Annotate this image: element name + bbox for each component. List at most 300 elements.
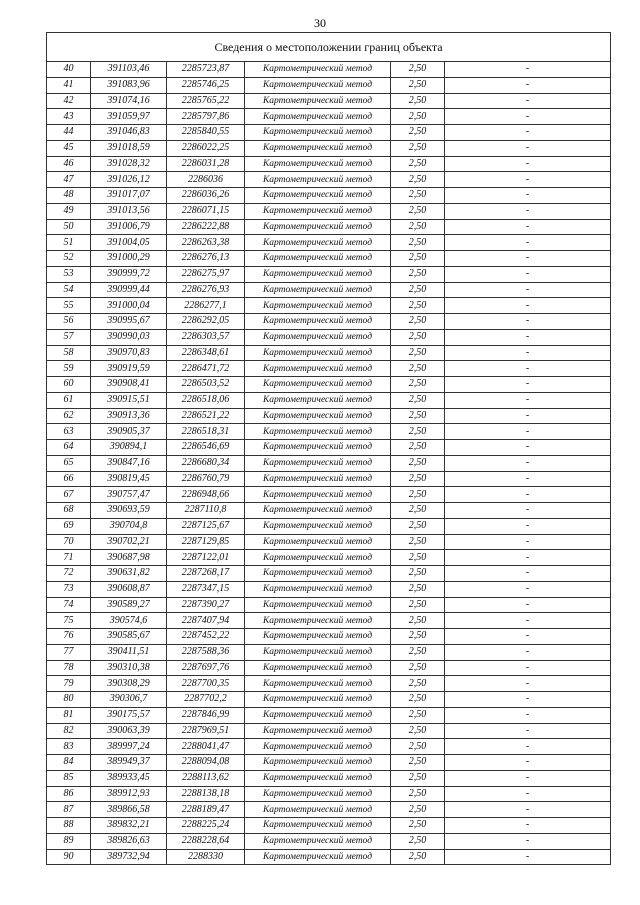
point-number-cell: 76 — [47, 629, 91, 645]
point-number-cell: 40 — [47, 62, 91, 78]
point-number-cell: 49 — [47, 203, 91, 219]
table-row — [47, 629, 611, 645]
method-cell: Картометрический метод — [245, 518, 391, 534]
accuracy-cell: 2,50 — [391, 455, 445, 471]
point-number-cell: 75 — [47, 613, 91, 629]
method-cell: Картометрический метод — [245, 581, 391, 597]
table-row — [47, 487, 611, 503]
method-cell: Картометрический метод — [245, 329, 391, 345]
point-number-cell: 62 — [47, 408, 91, 424]
accuracy-cell: 2,50 — [391, 676, 445, 692]
x-coordinate-cell: 390999,72 — [91, 266, 167, 282]
table-row — [47, 219, 611, 235]
table-row — [47, 581, 611, 597]
point-number-cell: 81 — [47, 707, 91, 723]
y-coordinate-cell: 2286518,06 — [167, 392, 245, 408]
y-coordinate-cell: 2286276,13 — [167, 251, 245, 267]
method-cell: Картометрический метод — [245, 345, 391, 361]
x-coordinate-cell: 390608,87 — [91, 581, 167, 597]
accuracy-cell: 2,50 — [391, 329, 445, 345]
y-coordinate-cell: 2287110,8 — [167, 503, 245, 519]
y-coordinate-cell: 2286292,05 — [167, 314, 245, 330]
table-row — [47, 329, 611, 345]
y-coordinate-cell: 2286071,15 — [167, 203, 245, 219]
x-coordinate-cell: 391046,83 — [91, 125, 167, 141]
note-cell: - — [445, 487, 611, 503]
x-coordinate-cell: 391006,79 — [91, 219, 167, 235]
method-cell: Картометрический метод — [245, 660, 391, 676]
y-coordinate-cell: 2286036,26 — [167, 188, 245, 204]
accuracy-cell: 2,50 — [391, 849, 445, 865]
note-cell: - — [445, 329, 611, 345]
y-coordinate-cell: 2285840,55 — [167, 125, 245, 141]
y-coordinate-cell: 2285723,87 — [167, 62, 245, 78]
point-number-cell: 51 — [47, 235, 91, 251]
x-coordinate-cell: 390702,21 — [91, 534, 167, 550]
accuracy-cell: 2,50 — [391, 140, 445, 156]
note-cell: - — [445, 219, 611, 235]
method-cell: Картометрический метод — [245, 361, 391, 377]
table-row — [47, 755, 611, 771]
y-coordinate-cell: 2288225,24 — [167, 818, 245, 834]
method-cell: Картометрический метод — [245, 156, 391, 172]
note-cell: - — [445, 314, 611, 330]
accuracy-cell: 2,50 — [391, 282, 445, 298]
note-cell: - — [445, 676, 611, 692]
table-row — [47, 566, 611, 582]
accuracy-cell: 2,50 — [391, 424, 445, 440]
accuracy-cell: 2,50 — [391, 833, 445, 849]
note-cell: - — [445, 550, 611, 566]
y-coordinate-cell: 2288041,47 — [167, 739, 245, 755]
method-cell: Картометрический метод — [245, 786, 391, 802]
point-number-cell: 71 — [47, 550, 91, 566]
table-row — [47, 361, 611, 377]
y-coordinate-cell: 2287129,85 — [167, 534, 245, 550]
method-cell: Картометрический метод — [245, 314, 391, 330]
table-row — [47, 534, 611, 550]
note-cell: - — [445, 172, 611, 188]
table-row — [47, 518, 611, 534]
y-coordinate-cell: 2286521,22 — [167, 408, 245, 424]
y-coordinate-cell: 2288228,64 — [167, 833, 245, 849]
point-number-cell: 66 — [47, 471, 91, 487]
table-row — [47, 235, 611, 251]
method-cell: Картометрический метод — [245, 739, 391, 755]
x-coordinate-cell: 390306,7 — [91, 692, 167, 708]
note-cell: - — [445, 62, 611, 78]
note-cell: - — [445, 188, 611, 204]
method-cell: Картометрический метод — [245, 62, 391, 78]
accuracy-cell: 2,50 — [391, 172, 445, 188]
method-cell: Картометрический метод — [245, 770, 391, 786]
x-coordinate-cell: 390995,67 — [91, 314, 167, 330]
note-cell: - — [445, 408, 611, 424]
accuracy-cell: 2,50 — [391, 707, 445, 723]
y-coordinate-cell: 2286546,69 — [167, 440, 245, 456]
point-number-cell: 80 — [47, 692, 91, 708]
method-cell: Картометрический метод — [245, 203, 391, 219]
point-number-cell: 67 — [47, 487, 91, 503]
note-cell: - — [445, 77, 611, 93]
x-coordinate-cell: 390063,39 — [91, 723, 167, 739]
y-coordinate-cell: 2287700,35 — [167, 676, 245, 692]
method-cell: Картометрический метод — [245, 235, 391, 251]
x-coordinate-cell: 391000,29 — [91, 251, 167, 267]
accuracy-cell: 2,50 — [391, 298, 445, 314]
x-coordinate-cell: 389732,94 — [91, 849, 167, 865]
point-number-cell: 72 — [47, 566, 91, 582]
point-number-cell: 84 — [47, 755, 91, 771]
table-row — [47, 550, 611, 566]
method-cell: Картометрический метод — [245, 282, 391, 298]
accuracy-cell: 2,50 — [391, 613, 445, 629]
x-coordinate-cell: 390970,83 — [91, 345, 167, 361]
y-coordinate-cell: 2286036 — [167, 172, 245, 188]
point-number-cell: 68 — [47, 503, 91, 519]
x-coordinate-cell: 390913,36 — [91, 408, 167, 424]
accuracy-cell: 2,50 — [391, 581, 445, 597]
accuracy-cell: 2,50 — [391, 440, 445, 456]
note-cell: - — [445, 345, 611, 361]
x-coordinate-cell: 390915,51 — [91, 392, 167, 408]
point-number-cell: 89 — [47, 833, 91, 849]
point-number-cell: 86 — [47, 786, 91, 802]
note-cell: - — [445, 109, 611, 125]
method-cell: Картометрический метод — [245, 833, 391, 849]
table-row — [47, 818, 611, 834]
accuracy-cell: 2,50 — [391, 188, 445, 204]
table-row — [47, 203, 611, 219]
point-number-cell: 52 — [47, 251, 91, 267]
table-row — [47, 266, 611, 282]
table-row — [47, 770, 611, 786]
x-coordinate-cell: 390310,38 — [91, 660, 167, 676]
y-coordinate-cell: 2286471,72 — [167, 361, 245, 377]
note-cell: - — [445, 818, 611, 834]
table-row — [47, 62, 611, 78]
note-cell: - — [445, 424, 611, 440]
x-coordinate-cell: 390999,44 — [91, 282, 167, 298]
x-coordinate-cell: 391103,46 — [91, 62, 167, 78]
y-coordinate-cell: 2286022,25 — [167, 140, 245, 156]
accuracy-cell: 2,50 — [391, 755, 445, 771]
y-coordinate-cell: 2287122,01 — [167, 550, 245, 566]
accuracy-cell: 2,50 — [391, 770, 445, 786]
point-number-cell: 78 — [47, 660, 91, 676]
accuracy-cell: 2,50 — [391, 203, 445, 219]
table-row — [47, 833, 611, 849]
point-number-cell: 64 — [47, 440, 91, 456]
method-cell: Картометрический метод — [245, 424, 391, 440]
y-coordinate-cell: 2287347,15 — [167, 581, 245, 597]
note-cell: - — [445, 203, 611, 219]
point-number-cell: 90 — [47, 849, 91, 865]
x-coordinate-cell: 391059,97 — [91, 109, 167, 125]
table-row — [47, 392, 611, 408]
x-coordinate-cell: 389912,93 — [91, 786, 167, 802]
accuracy-cell: 2,50 — [391, 566, 445, 582]
point-number-cell: 41 — [47, 77, 91, 93]
accuracy-cell: 2,50 — [391, 345, 445, 361]
x-coordinate-cell: 391028,32 — [91, 156, 167, 172]
method-cell: Картометрический метод — [245, 849, 391, 865]
accuracy-cell: 2,50 — [391, 314, 445, 330]
point-number-cell: 69 — [47, 518, 91, 534]
x-coordinate-cell: 390411,51 — [91, 644, 167, 660]
y-coordinate-cell: 2286503,52 — [167, 377, 245, 393]
method-cell: Картометрический метод — [245, 723, 391, 739]
method-cell: Картометрический метод — [245, 93, 391, 109]
method-cell: Картометрический метод — [245, 188, 391, 204]
point-number-cell: 70 — [47, 534, 91, 550]
y-coordinate-cell: 2287588,36 — [167, 644, 245, 660]
x-coordinate-cell: 391074,16 — [91, 93, 167, 109]
method-cell: Картометрический метод — [245, 534, 391, 550]
accuracy-cell: 2,50 — [391, 487, 445, 503]
y-coordinate-cell: 2285797,86 — [167, 109, 245, 125]
point-number-cell: 73 — [47, 581, 91, 597]
x-coordinate-cell: 390757,47 — [91, 487, 167, 503]
x-coordinate-cell: 390819,45 — [91, 471, 167, 487]
accuracy-cell: 2,50 — [391, 692, 445, 708]
table-row — [47, 377, 611, 393]
point-number-cell: 43 — [47, 109, 91, 125]
x-coordinate-cell: 390574,6 — [91, 613, 167, 629]
accuracy-cell: 2,50 — [391, 802, 445, 818]
point-number-cell: 54 — [47, 282, 91, 298]
note-cell: - — [445, 644, 611, 660]
y-coordinate-cell: 2287969,51 — [167, 723, 245, 739]
method-cell: Картометрический метод — [245, 251, 391, 267]
table-row — [47, 345, 611, 361]
note-cell: - — [445, 298, 611, 314]
method-cell: Картометрический метод — [245, 629, 391, 645]
table-row — [47, 77, 611, 93]
method-cell: Картометрический метод — [245, 172, 391, 188]
x-coordinate-cell: 390175,57 — [91, 707, 167, 723]
table-row — [47, 109, 611, 125]
y-coordinate-cell: 2287407,94 — [167, 613, 245, 629]
method-cell: Картометрический метод — [245, 613, 391, 629]
accuracy-cell: 2,50 — [391, 503, 445, 519]
accuracy-cell: 2,50 — [391, 377, 445, 393]
x-coordinate-cell: 390894,1 — [91, 440, 167, 456]
note-cell: - — [445, 93, 611, 109]
y-coordinate-cell: 2287452,22 — [167, 629, 245, 645]
y-coordinate-cell: 2288094,08 — [167, 755, 245, 771]
x-coordinate-cell: 390908,41 — [91, 377, 167, 393]
table-row — [47, 298, 611, 314]
table-title: Сведения о местоположении границ объекта — [47, 33, 611, 62]
table-row — [47, 723, 611, 739]
y-coordinate-cell: 2286948,66 — [167, 487, 245, 503]
table-row — [47, 251, 611, 267]
x-coordinate-cell: 391013,56 — [91, 203, 167, 219]
x-coordinate-cell: 389933,45 — [91, 770, 167, 786]
note-cell: - — [445, 581, 611, 597]
note-cell: - — [445, 125, 611, 141]
x-coordinate-cell: 391000,04 — [91, 298, 167, 314]
method-cell: Картометрический метод — [245, 455, 391, 471]
y-coordinate-cell: 2286222,88 — [167, 219, 245, 235]
method-cell: Картометрический метод — [245, 802, 391, 818]
accuracy-cell: 2,50 — [391, 235, 445, 251]
table-row — [47, 282, 611, 298]
x-coordinate-cell: 391018,59 — [91, 140, 167, 156]
table-row — [47, 786, 611, 802]
accuracy-cell: 2,50 — [391, 550, 445, 566]
point-number-cell: 60 — [47, 377, 91, 393]
table-row — [47, 644, 611, 660]
point-number-cell: 50 — [47, 219, 91, 235]
point-number-cell: 47 — [47, 172, 91, 188]
point-number-cell: 56 — [47, 314, 91, 330]
accuracy-cell: 2,50 — [391, 518, 445, 534]
table-row — [47, 613, 611, 629]
table-row — [47, 93, 611, 109]
table-row — [47, 156, 611, 172]
note-cell: - — [445, 266, 611, 282]
accuracy-cell: 2,50 — [391, 93, 445, 109]
table-row — [47, 802, 611, 818]
point-number-cell: 46 — [47, 156, 91, 172]
accuracy-cell: 2,50 — [391, 125, 445, 141]
y-coordinate-cell: 2286760,79 — [167, 471, 245, 487]
method-cell: Картометрический метод — [245, 377, 391, 393]
x-coordinate-cell: 391004,05 — [91, 235, 167, 251]
note-cell: - — [445, 707, 611, 723]
accuracy-cell: 2,50 — [391, 219, 445, 235]
y-coordinate-cell: 2286276,93 — [167, 282, 245, 298]
note-cell: - — [445, 455, 611, 471]
x-coordinate-cell: 390589,27 — [91, 597, 167, 613]
table-row — [47, 676, 611, 692]
method-cell: Картометрический метод — [245, 298, 391, 314]
note-cell: - — [445, 518, 611, 534]
x-coordinate-cell: 389826,63 — [91, 833, 167, 849]
point-number-cell: 74 — [47, 597, 91, 613]
note-cell: - — [445, 739, 611, 755]
point-number-cell: 61 — [47, 392, 91, 408]
point-number-cell: 53 — [47, 266, 91, 282]
x-coordinate-cell: 389866,58 — [91, 802, 167, 818]
method-cell: Картометрический метод — [245, 392, 391, 408]
table-row — [47, 424, 611, 440]
y-coordinate-cell: 2286518,31 — [167, 424, 245, 440]
accuracy-cell: 2,50 — [391, 266, 445, 282]
table-row — [47, 660, 611, 676]
note-cell: - — [445, 833, 611, 849]
note-cell: - — [445, 597, 611, 613]
accuracy-cell: 2,50 — [391, 251, 445, 267]
x-coordinate-cell: 391083,96 — [91, 77, 167, 93]
note-cell: - — [445, 786, 611, 802]
y-coordinate-cell: 2286277,1 — [167, 298, 245, 314]
method-cell: Картометрический метод — [245, 109, 391, 125]
method-cell: Картометрический метод — [245, 77, 391, 93]
note-cell: - — [445, 471, 611, 487]
accuracy-cell: 2,50 — [391, 156, 445, 172]
x-coordinate-cell: 390905,37 — [91, 424, 167, 440]
table-row — [47, 140, 611, 156]
note-cell: - — [445, 251, 611, 267]
y-coordinate-cell: 2288189,47 — [167, 802, 245, 818]
y-coordinate-cell: 2287390,27 — [167, 597, 245, 613]
method-cell: Картометрический метод — [245, 219, 391, 235]
point-number-cell: 87 — [47, 802, 91, 818]
method-cell: Картометрический метод — [245, 503, 391, 519]
table-row — [47, 503, 611, 519]
point-number-cell: 42 — [47, 93, 91, 109]
y-coordinate-cell: 2286275,97 — [167, 266, 245, 282]
note-cell: - — [445, 770, 611, 786]
method-cell: Картометрический метод — [245, 140, 391, 156]
method-cell: Картометрический метод — [245, 597, 391, 613]
method-cell: Картометрический метод — [245, 266, 391, 282]
method-cell: Картометрический метод — [245, 471, 391, 487]
method-cell: Картометрический метод — [245, 408, 391, 424]
table-row — [47, 188, 611, 204]
table-row — [47, 471, 611, 487]
accuracy-cell: 2,50 — [391, 629, 445, 645]
note-cell: - — [445, 140, 611, 156]
accuracy-cell: 2,50 — [391, 471, 445, 487]
accuracy-cell: 2,50 — [391, 660, 445, 676]
accuracy-cell: 2,50 — [391, 77, 445, 93]
accuracy-cell: 2,50 — [391, 723, 445, 739]
point-number-cell: 44 — [47, 125, 91, 141]
method-cell: Картометрический метод — [245, 125, 391, 141]
y-coordinate-cell: 2287697,76 — [167, 660, 245, 676]
y-coordinate-cell: 2287125,67 — [167, 518, 245, 534]
x-coordinate-cell: 390847,16 — [91, 455, 167, 471]
point-number-cell: 57 — [47, 329, 91, 345]
y-coordinate-cell: 2287702,2 — [167, 692, 245, 708]
note-cell: - — [445, 660, 611, 676]
method-cell: Картометрический метод — [245, 566, 391, 582]
x-coordinate-cell: 390631,82 — [91, 566, 167, 582]
accuracy-cell: 2,50 — [391, 408, 445, 424]
accuracy-cell: 2,50 — [391, 818, 445, 834]
point-number-cell: 59 — [47, 361, 91, 377]
note-cell: - — [445, 440, 611, 456]
y-coordinate-cell: 2287268,17 — [167, 566, 245, 582]
x-coordinate-cell: 389832,21 — [91, 818, 167, 834]
accuracy-cell: 2,50 — [391, 644, 445, 660]
x-coordinate-cell: 389997,24 — [91, 739, 167, 755]
table-row — [47, 849, 611, 865]
accuracy-cell: 2,50 — [391, 361, 445, 377]
note-cell: - — [445, 613, 611, 629]
point-number-cell: 65 — [47, 455, 91, 471]
method-cell: Картометрический метод — [245, 755, 391, 771]
y-coordinate-cell: 2286680,34 — [167, 455, 245, 471]
method-cell: Картометрический метод — [245, 487, 391, 503]
accuracy-cell: 2,50 — [391, 786, 445, 802]
accuracy-cell: 2,50 — [391, 392, 445, 408]
note-cell: - — [445, 156, 611, 172]
accuracy-cell: 2,50 — [391, 62, 445, 78]
note-cell: - — [445, 692, 611, 708]
note-cell: - — [445, 361, 611, 377]
point-number-cell: 63 — [47, 424, 91, 440]
x-coordinate-cell: 390704,8 — [91, 518, 167, 534]
table-body — [47, 62, 611, 865]
method-cell: Картометрический метод — [245, 550, 391, 566]
point-number-cell: 58 — [47, 345, 91, 361]
table-row — [47, 440, 611, 456]
